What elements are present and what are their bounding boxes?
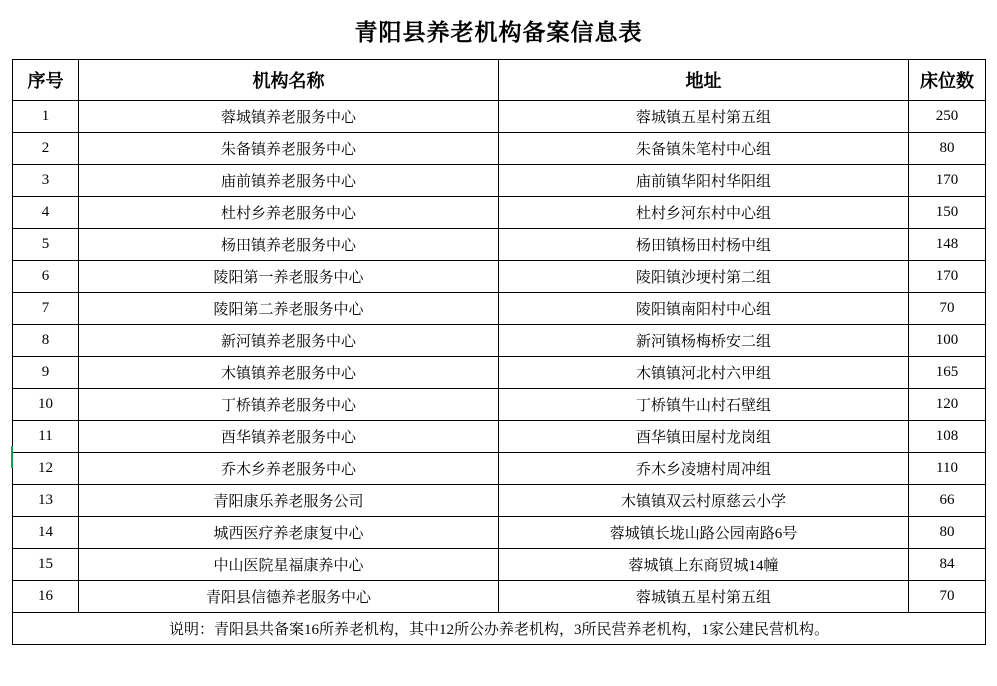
- cell-name: 青阳县信德养老服务中心: [79, 581, 499, 613]
- cell-index: 14: [13, 517, 79, 549]
- cell-address: 蓉城镇五星村第五组: [499, 581, 909, 613]
- cell-index: 9: [13, 357, 79, 389]
- table-row: [13, 165, 986, 197]
- cell-name: 木镇镇养老服务中心: [79, 357, 499, 389]
- table-row: [13, 549, 986, 581]
- cell-beds: 110: [909, 453, 986, 485]
- cell-beds: 84: [909, 549, 986, 581]
- cell-index: 7: [13, 293, 79, 325]
- cell-address: 杜村乡河东村中心组: [499, 197, 909, 229]
- table-row: [13, 453, 986, 485]
- cell-beds: 100: [909, 325, 986, 357]
- cell-name: 中山医院星福康养中心: [79, 549, 499, 581]
- cell-beds: 70: [909, 581, 986, 613]
- cell-index: 11: [13, 421, 79, 453]
- cell-beds: 70: [909, 293, 986, 325]
- cell-beds: 170: [909, 165, 986, 197]
- cell-name: 青阳康乐养老服务公司: [79, 485, 499, 517]
- table-row: [13, 581, 986, 613]
- cell-address: 蓉城镇上东商贸城14幢: [499, 549, 909, 581]
- cell-beds: 250: [909, 101, 986, 133]
- cell-index: 2: [13, 133, 79, 165]
- cell-address: 杨田镇杨田村杨中组: [499, 229, 909, 261]
- table-header: [13, 60, 986, 101]
- column-header-name: 机构名称: [79, 60, 499, 101]
- cell-beds: 165: [909, 357, 986, 389]
- cell-address: 酉华镇田屋村龙岗组: [499, 421, 909, 453]
- table-header-row: [13, 60, 986, 101]
- table-row: [13, 293, 986, 325]
- cell-index: 1: [13, 101, 79, 133]
- cell-name: 朱备镇养老服务中心: [79, 133, 499, 165]
- cell-index: 10: [13, 389, 79, 421]
- cell-name: 新河镇养老服务中心: [79, 325, 499, 357]
- table-row: [13, 101, 986, 133]
- table-row: [13, 485, 986, 517]
- cell-address: 木镇镇河北村六甲组: [499, 357, 909, 389]
- cell-address: 蓉城镇五星村第五组: [499, 101, 909, 133]
- eldercare-institutions-table: [12, 59, 986, 645]
- cell-name: 城西医疗养老康复中心: [79, 517, 499, 549]
- cell-name: 乔木乡养老服务中心: [79, 453, 499, 485]
- cell-address: 陵阳镇沙埂村第二组: [499, 261, 909, 293]
- cell-name: 陵阳第一养老服务中心: [79, 261, 499, 293]
- table-row: [13, 389, 986, 421]
- cell-name: 陵阳第二养老服务中心: [79, 293, 499, 325]
- cell-beds: 150: [909, 197, 986, 229]
- cell-index: 5: [13, 229, 79, 261]
- cell-name: 蓉城镇养老服务中心: [79, 101, 499, 133]
- column-header-beds: 床位数: [909, 60, 986, 101]
- cell-beds: 66: [909, 485, 986, 517]
- column-header-address: 地址: [499, 60, 909, 101]
- cell-address: 蓉城镇长垅山路公园南路6号: [499, 517, 909, 549]
- table-note: 说明：青阳县共备案16所养老机构，其中12所公办养老机构，3所民营养老机构，1家公建民营机构。: [13, 613, 986, 645]
- cell-address: 乔木乡凌塘村周冲组: [499, 453, 909, 485]
- cell-address: 丁桥镇牛山村石壁组: [499, 389, 909, 421]
- cell-name: 酉华镇养老服务中心: [79, 421, 499, 453]
- cell-beds: 148: [909, 229, 986, 261]
- table-row: [13, 197, 986, 229]
- row-edge-marker: [11, 446, 13, 468]
- cell-index: 3: [13, 165, 79, 197]
- table-row: [13, 133, 986, 165]
- cell-index: 8: [13, 325, 79, 357]
- table-row: [13, 517, 986, 549]
- cell-address: 新河镇杨梅桥安二组: [499, 325, 909, 357]
- cell-beds: 80: [909, 133, 986, 165]
- cell-name: 庙前镇养老服务中心: [79, 165, 499, 197]
- page-title: 青阳县养老机构备案信息表: [354, 20, 643, 45]
- cell-address: 朱备镇朱笔村中心组: [499, 133, 909, 165]
- table-row: [13, 261, 986, 293]
- cell-index: 6: [13, 261, 79, 293]
- column-header-index: 序号: [13, 60, 79, 101]
- cell-address: 木镇镇双云村原慈云小学: [499, 485, 909, 517]
- cell-index: 16: [13, 581, 79, 613]
- cell-name: 丁桥镇养老服务中心: [79, 389, 499, 421]
- cell-index: 4: [13, 197, 79, 229]
- table-note-row: [13, 613, 986, 645]
- cell-beds: 120: [909, 389, 986, 421]
- cell-index: 12: [13, 453, 79, 485]
- cell-address: 陵阳镇南阳村中心组: [499, 293, 909, 325]
- table-row: [13, 357, 986, 389]
- table-row: [13, 325, 986, 357]
- cell-beds: 108: [909, 421, 986, 453]
- table-body: [13, 101, 986, 645]
- cell-index: 15: [13, 549, 79, 581]
- cell-beds: 170: [909, 261, 986, 293]
- cell-name: 杜村乡养老服务中心: [79, 197, 499, 229]
- cell-index: 13: [13, 485, 79, 517]
- cell-address: 庙前镇华阳村华阳组: [499, 165, 909, 197]
- table-row: [13, 421, 986, 453]
- cell-beds: 80: [909, 517, 986, 549]
- cell-name: 杨田镇养老服务中心: [79, 229, 499, 261]
- table-row: [13, 229, 986, 261]
